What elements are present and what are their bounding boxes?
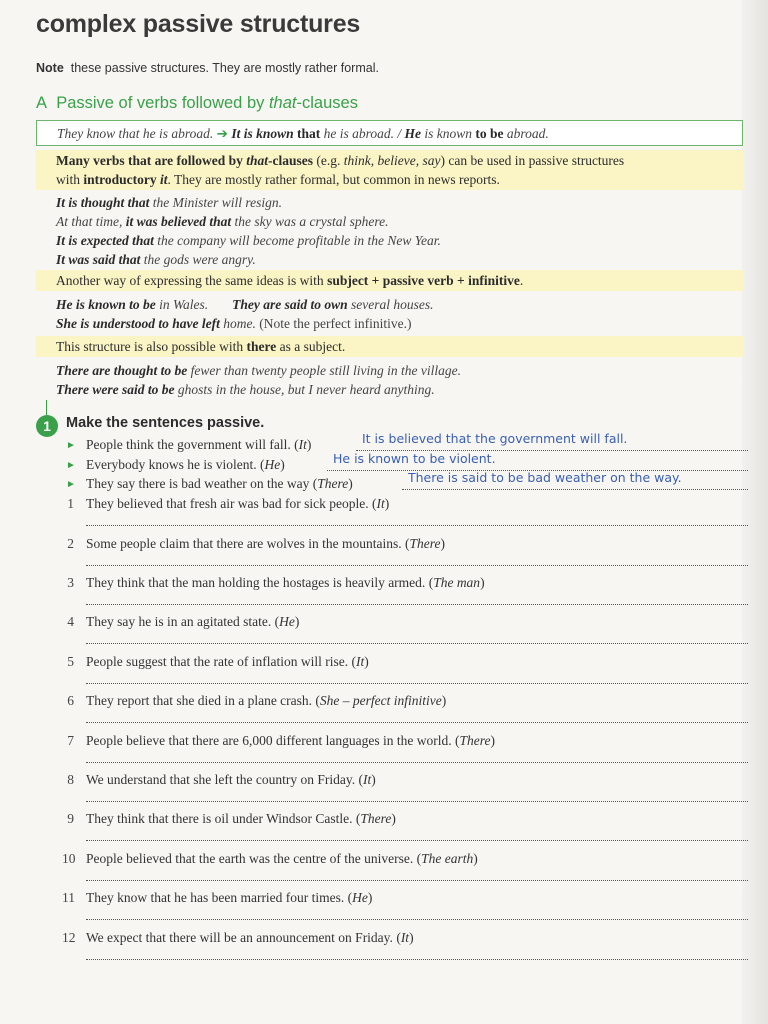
item-question: They report that she died in a plane crash. (She – perfect infinitive): [86, 693, 447, 708]
item-number: 10: [62, 851, 76, 866]
question-text: We understand that she left the country on Friday.: [86, 772, 356, 787]
rule-2-end: .: [519, 273, 524, 288]
example-text: fewer than twenty people still living in the village.: [187, 363, 461, 378]
question-prompt: It: [355, 654, 365, 669]
answer-line[interactable]: [86, 880, 748, 881]
answer-line[interactable]: [86, 840, 748, 841]
exercise-item: [62, 614, 748, 652]
rule-1-bold-c: introductory: [83, 172, 161, 187]
note-text: these passive structures. They are mostly rather formal.: [70, 61, 379, 75]
question-prompt: He: [264, 457, 281, 472]
example-text: the Minister will resign.: [149, 195, 283, 210]
item-question: People believed that the earth was the centre of the universe. (The earth): [86, 851, 478, 866]
example-bold: It was said that: [56, 252, 141, 267]
exercise-title: Make the sentences passive.: [66, 415, 265, 431]
item-number: 1: [67, 496, 74, 511]
item-question: They believed that fresh air was bad for sick people. (It): [86, 496, 390, 511]
question-text: People believe that there are 6,000 different languages in the world.: [86, 733, 452, 748]
example-bold: There are thought to be: [56, 363, 188, 378]
answer-line[interactable]: [86, 722, 748, 723]
question-prompt: It: [376, 496, 385, 511]
answer-line[interactable]: [86, 919, 748, 920]
item-number: 3: [67, 575, 74, 590]
box-active-sentence: They know that he is abroad.: [57, 126, 214, 141]
item-number: 6: [67, 693, 74, 708]
example-question: Everybody knows he is violent. (He): [86, 457, 285, 472]
example-bold: It is thought that: [56, 195, 150, 210]
example-bold: It is expected that: [56, 233, 154, 248]
note-line: [36, 61, 379, 75]
item-number: 8: [67, 772, 74, 787]
box-bold-3: He: [404, 126, 421, 141]
note-label: Note: [36, 61, 64, 75]
question-prompt: There: [360, 811, 392, 826]
answer-line[interactable]: [86, 801, 748, 802]
example-sentence: [56, 250, 441, 269]
rule-3-bold: there: [246, 339, 277, 354]
question-prompt: There: [317, 476, 349, 491]
box-bold-1: It is known: [231, 126, 294, 141]
item-question: We expect that there will be an announcement on Friday. (It): [86, 930, 414, 945]
arrow-icon: ➔: [216, 126, 228, 141]
example-prefix: At that time,: [56, 214, 126, 229]
exercise-item: [62, 733, 748, 771]
rule-1-bold-a: Many verbs that are followed by: [56, 153, 247, 168]
example-box: [36, 120, 743, 146]
example-text: the gods were angry.: [140, 252, 256, 267]
example-question: People think the government will fall. (It): [86, 437, 312, 452]
example-sentence: [56, 212, 441, 231]
item-number: 9: [67, 811, 74, 826]
item-question: People suggest that the rate of inflation will rise. (It): [86, 654, 369, 669]
item-number: 7: [67, 733, 74, 748]
item-question: They think that there is oil under Windsor Castle. (There): [86, 811, 396, 826]
item-number: 2: [67, 536, 74, 551]
example-bold: She is understood to have left: [56, 316, 220, 331]
item-question: People believe that there are 6,000 different languages in the world. (There): [86, 733, 495, 748]
box-text-3: is known: [420, 126, 476, 141]
question-prompt: It: [400, 930, 410, 945]
question-text: They report that she died in a plane crash.: [86, 693, 313, 708]
rule-1-line-2: [56, 170, 743, 189]
rule-3-end: as a subject.: [276, 339, 346, 354]
rule-box-1: [36, 150, 743, 190]
box-bold-4: to be: [475, 126, 504, 141]
page-title: complex passive structures: [36, 10, 361, 38]
example-line: [56, 314, 434, 333]
question-prompt: She – perfect infinitive: [319, 693, 442, 708]
exercise-item: [62, 654, 748, 692]
example-sentence: [56, 193, 441, 212]
section-heading-text: Passive of verbs followed by: [56, 94, 269, 112]
item-question: They think that the man holding the hostages is heavily armed. (The man): [86, 575, 485, 590]
exercise-item: [62, 575, 748, 613]
rule-2-bold: subject + passive verb + infinitive: [327, 273, 520, 288]
answer-line[interactable]: [86, 683, 748, 684]
question-prompt: It: [298, 437, 307, 452]
rule-1-italic: think, believe, say: [343, 153, 441, 168]
example-text: the company will become profitable in the New Year.: [153, 233, 441, 248]
question-text: Some people claim that there are wolves in the mountains.: [86, 536, 402, 551]
question-prompt: It: [362, 772, 372, 787]
item-number: 4: [67, 614, 74, 629]
exercise-item: [62, 536, 748, 574]
rule-1-text-a: (e.g.: [313, 153, 344, 168]
item-question: They say he is in an agitated state. (He): [86, 614, 300, 629]
rule-1-bold-b: -clauses: [268, 153, 314, 168]
question-prompt: He: [279, 614, 295, 629]
box-text-2: he is abroad. /: [320, 126, 405, 141]
item-number: 12: [62, 930, 76, 945]
item-question: Some people claim that there are wolves in the mountains. (There): [86, 536, 446, 551]
example-text: several houses.: [347, 297, 434, 312]
item-number: 11: [62, 890, 75, 905]
rule-1-line-1: [56, 151, 743, 170]
exercise-item: [62, 693, 748, 731]
exercise-item: [62, 811, 748, 849]
handwritten-answer: He is known to be violent.: [333, 451, 496, 466]
section-a-heading: [36, 94, 358, 113]
badge-connector: [46, 400, 47, 415]
example-line: [56, 295, 434, 314]
rule-1-bold-italic: that: [246, 153, 269, 168]
exercise-item: [62, 890, 748, 928]
rule-3-text: This structure is also possible with: [56, 339, 247, 354]
example-bold: There were said to be: [56, 382, 175, 397]
rule-1-text-c: with: [56, 172, 84, 187]
item-number: 5: [67, 654, 74, 669]
answer-line: [402, 489, 748, 490]
example-bold: He is known to be: [56, 297, 156, 312]
exercise-item: [62, 772, 748, 810]
question-prompt: There: [459, 733, 491, 748]
answer-line[interactable]: [86, 959, 748, 960]
example-sentence: [56, 231, 441, 250]
answer-line[interactable]: [86, 604, 748, 605]
question-text: People believed that the earth was the centre of the universe.: [86, 851, 414, 866]
example-sentence: [56, 361, 461, 380]
answer-line[interactable]: [86, 565, 748, 566]
example-sentence: [56, 380, 461, 399]
question-text: They think that there is oil under Windsor Castle.: [86, 811, 353, 826]
rule-2-text: Another way of expressing the same ideas is with: [56, 273, 328, 288]
handwritten-answer: There is said to be bad weather on the way.: [408, 470, 682, 485]
answer-line[interactable]: [86, 643, 748, 644]
example-text: ghosts in the house, but I never heard anything.: [174, 382, 435, 397]
question-prompt: There: [409, 536, 441, 551]
rule-box-3: [36, 336, 743, 357]
examples-block-1: [56, 193, 441, 269]
question-text: They say he is in an agitated state.: [86, 614, 272, 629]
section-heading-italic: that: [268, 94, 297, 112]
example-question: They say there is bad weather on the way (There): [86, 476, 353, 491]
question-text: People think the government will fall.: [86, 437, 291, 452]
question-prompt: He: [352, 890, 368, 905]
answer-line[interactable]: [86, 525, 748, 526]
question-text: People suggest that the rate of inflation will rise.: [86, 654, 349, 669]
rule-1-text-b: ) can be used in passive structures: [440, 153, 625, 168]
example-text: home.: [219, 316, 256, 331]
exercise-number-badge: 1: [36, 415, 58, 437]
question-text: They say there is bad weather on the way: [86, 476, 310, 491]
box-bold-2: that: [296, 126, 321, 141]
question-prompt: The earth: [421, 851, 474, 866]
question-text: We expect that there will be an announcement on Friday.: [86, 930, 393, 945]
question-text: They believed that fresh air was bad for sick people.: [86, 496, 369, 511]
item-question: We understand that she left the country on Friday. (It): [86, 772, 376, 787]
play-triangle-icon: ►: [66, 460, 76, 471]
example-text: in Wales.: [155, 297, 209, 312]
rule-box-2: [36, 270, 743, 291]
examples-block-3: [56, 361, 461, 399]
rule-1-text-d: . They are mostly rather formal, but common in news reports.: [167, 172, 500, 187]
example-note: (Note the perfect infinitive.): [255, 316, 412, 331]
rule-1-bold-italic-2: it: [160, 172, 168, 187]
answer-line[interactable]: [86, 762, 748, 763]
examples-block-2: [56, 295, 434, 333]
box-text-4: abroad.: [503, 126, 549, 141]
section-heading-suffix: -clauses: [296, 94, 358, 112]
exercise-item: [62, 930, 748, 968]
handwritten-answer: It is believed that the government will fall.: [362, 431, 628, 446]
item-question: They know that he has been married four times. (He): [86, 890, 373, 905]
example-text: the sky was a crystal sphere.: [231, 214, 389, 229]
exercise-item: [62, 496, 748, 534]
example-bold: They are said to own: [232, 297, 348, 312]
question-prompt: The man: [433, 575, 481, 590]
example-bold: it was believed that: [125, 214, 232, 229]
question-text: They think that the man holding the hostages is heavily armed.: [86, 575, 426, 590]
exercise-item: [62, 851, 748, 889]
section-letter: A: [36, 94, 48, 112]
question-text: Everybody knows he is violent.: [86, 457, 257, 472]
play-triangle-icon: ►: [66, 440, 76, 451]
question-text: They know that he has been married four times.: [86, 890, 345, 905]
play-triangle-icon: ►: [66, 479, 76, 490]
